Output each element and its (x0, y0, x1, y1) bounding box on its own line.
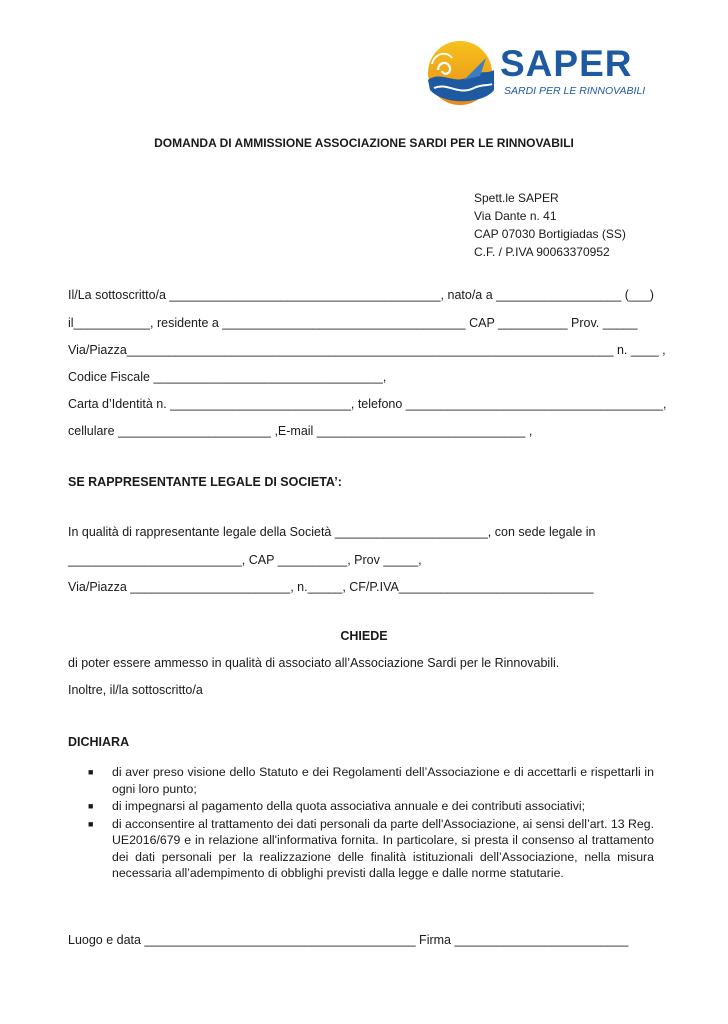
list-item (88, 764, 654, 797)
chiede-continuation: Inoltre, il/la sottoscritto/a (68, 683, 203, 697)
form-line-company-address: Via/Piazza _______________________, n._____, CF/P.IVA____________________________ (68, 580, 594, 594)
chiede-heading: CHIEDE (340, 629, 388, 643)
form-line-company-name: In qualità di rappresentante legale della Società ______________________, con sede legale in (68, 525, 596, 539)
form-line-mobile-email: cellulare ______________________ ,E-mail ______________________________ , (68, 424, 533, 438)
declaration-text: di aver preso visione dello Statuto e dei Regolamenti dell’Associazione e di accettarli e rispettarli in ogni loro punto; (112, 765, 654, 796)
recipient-line: C.F. / P.IVA 90063370952 (474, 245, 610, 259)
bullet-icon: ■ (88, 767, 94, 777)
recipient-line: Spett.le SAPER (474, 191, 559, 205)
company-section-heading: SE RAPPRESENTANTE LEGALE DI SOCIETA’: (68, 475, 342, 489)
recipient-line: Via Dante n. 41 (474, 209, 557, 223)
recipient-line: CAP 07030 Bortigiadas (SS) (474, 227, 626, 241)
chiede-text: di poter essere ammesso in qualità di associato all’Associazione Sardi per le Rinnovabili. (68, 656, 560, 670)
sun-wave-logo-icon (424, 40, 496, 106)
form-line-birthdate-residence: il___________, residente a ___________________________________ CAP __________ Prov. _____ (68, 316, 638, 330)
form-line-name-birthplace: Il/La sottoscritto/a _______________________________________, nato/a a __________________ (___) (68, 288, 654, 302)
dichiara-heading: DICHIARA (68, 735, 130, 749)
form-line-address: Via/Piazza______________________________________________________________________ n. ____ , (68, 343, 666, 357)
list-item (88, 798, 654, 815)
bullet-icon: ■ (88, 818, 94, 829)
declarations-list (88, 764, 654, 883)
logo-wordmark: SAPER (500, 43, 633, 84)
declaration-text: di impegnarsi al pagamento della quota associativa annuale e dei contributi associativi; (112, 799, 586, 813)
logo-tagline: SARDI PER LE RINNOVABILI (504, 85, 646, 97)
form-line-tax-code: Codice Fiscale _________________________________, (68, 370, 387, 384)
document-title: DOMANDA DI AMMISSIONE ASSOCIAZIONE SARDI PER LE RINNOVABILI (154, 136, 574, 150)
form-line-company-cap: _________________________, CAP __________, Prov _____, (68, 553, 422, 567)
saper-logo (424, 40, 654, 106)
list-item (88, 816, 654, 882)
form-line-id-phone: Carta d’Identità n. __________________________, telefono _____________________________________, (68, 397, 667, 411)
declaration-text: di acconsentire al trattamento dei dati personali da parte dell'Associazione, ai sensi dell’art. 13 Reg. UE2016/679 e in relazione all'informativa fornita. In particolare, si presta il consenso al trattamento dei dati personali per la realizzazione delle finalità istituzionali dell’Associazione, nella misura necessaria all’adempimento di obblighi previsti dalla legge e dalle norme statutarie. (112, 816, 654, 880)
bullet-icon: ■ (88, 801, 94, 811)
signature-line: Luogo e data _______________________________________ Firma _________________________ (68, 933, 629, 947)
